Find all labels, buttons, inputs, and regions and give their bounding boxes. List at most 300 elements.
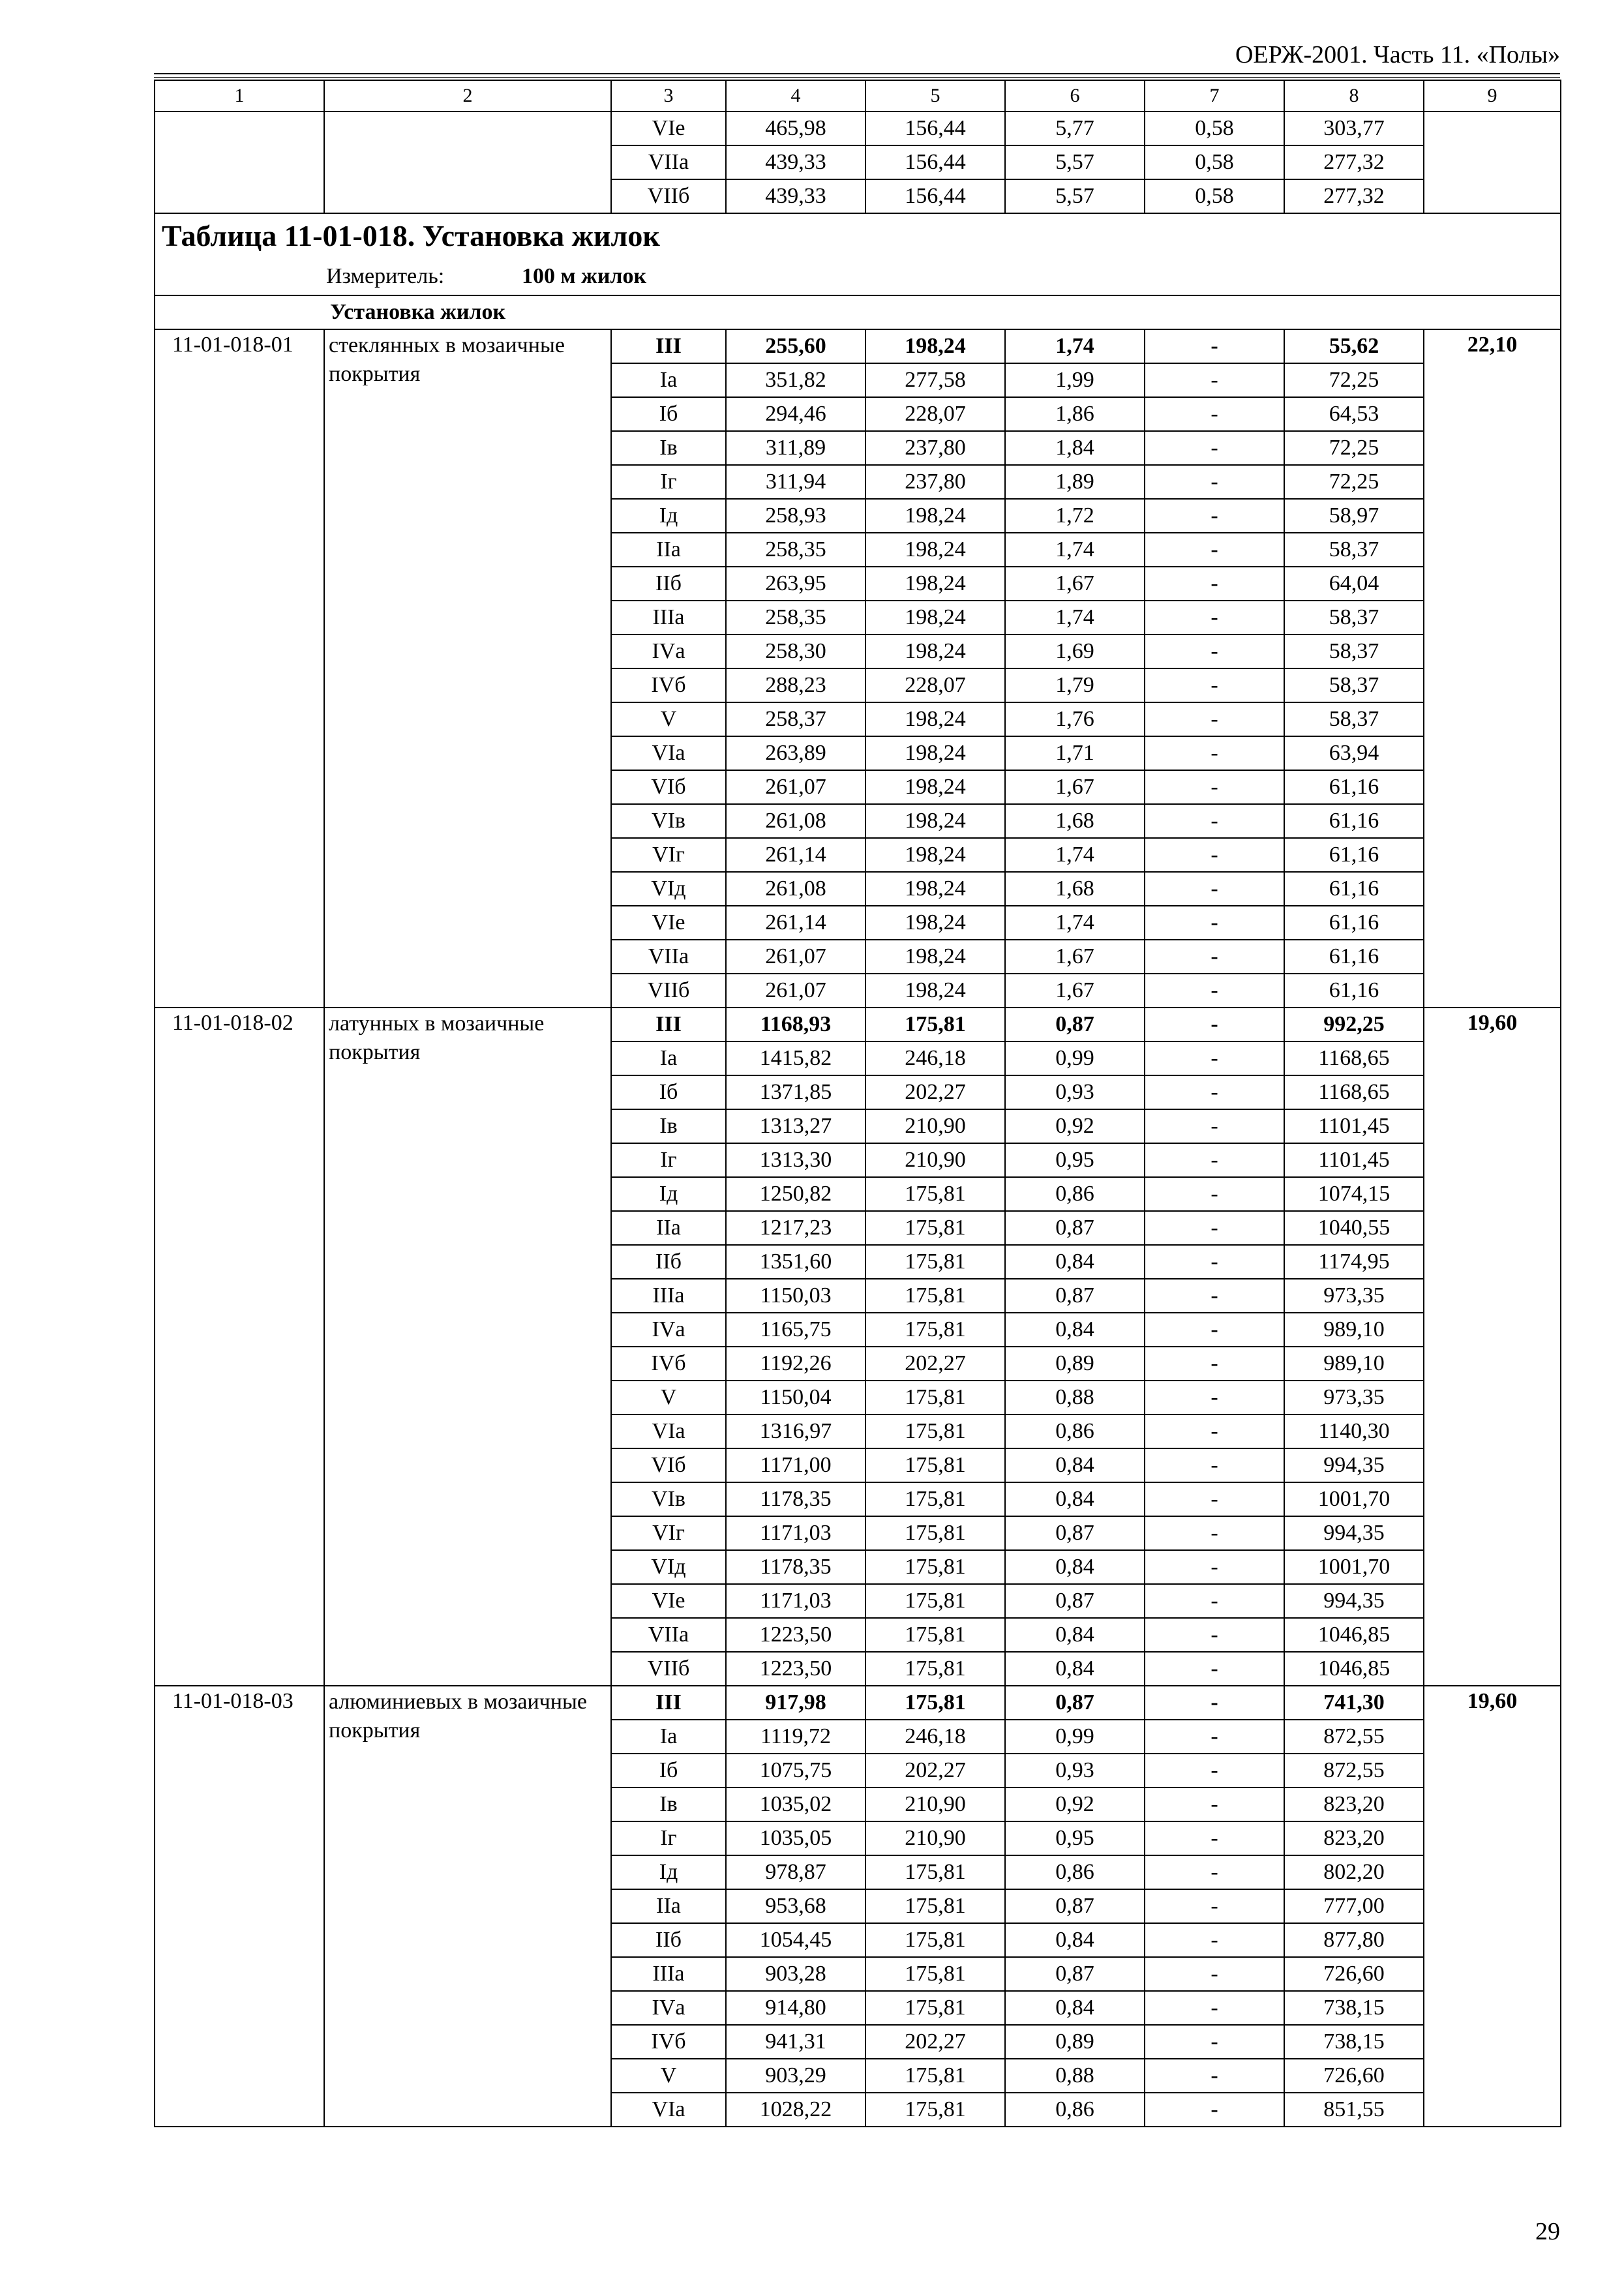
- wages-cell: 175,81: [865, 1686, 1005, 1720]
- machinist-wages-cell: -: [1145, 329, 1284, 363]
- zone-cell: Iб: [611, 397, 726, 431]
- materials-cell: 58,97: [1284, 499, 1424, 533]
- unit-label: Измеритель:: [326, 264, 445, 288]
- machines-cell: 0,92: [1005, 1788, 1145, 1821]
- zone-cell: Iг: [611, 465, 726, 499]
- materials-cell: 823,20: [1284, 1821, 1424, 1855]
- machines-cell: 0,87: [1005, 1957, 1145, 1991]
- wages-cell: 156,44: [865, 145, 1005, 179]
- machines-cell: 1,74: [1005, 533, 1145, 567]
- header-rule: [154, 73, 1560, 78]
- wages-cell: 198,24: [865, 499, 1005, 533]
- description-cell: стеклянных в мозаичные покрытия: [324, 329, 611, 1008]
- materials-cell: 802,20: [1284, 1855, 1424, 1889]
- column-number: 8: [1284, 80, 1424, 112]
- zone-cell: IVа: [611, 1313, 726, 1347]
- materials-cell: 973,35: [1284, 1279, 1424, 1313]
- materials-cell: 277,32: [1284, 179, 1424, 213]
- total-cost-cell: 288,23: [726, 668, 865, 702]
- materials-cell: 61,16: [1284, 974, 1424, 1008]
- total-cost-cell: 1316,97: [726, 1414, 865, 1448]
- total-cost-cell: 1035,02: [726, 1788, 865, 1821]
- wages-cell: 198,24: [865, 804, 1005, 838]
- total-cost-cell: 1028,22: [726, 2093, 865, 2127]
- table-row: [155, 1008, 1561, 1041]
- zone-cell: III: [611, 329, 726, 363]
- wages-cell: 246,18: [865, 1041, 1005, 1075]
- machines-cell: 0,84: [1005, 1245, 1145, 1279]
- machinist-wages-cell: -: [1145, 1618, 1284, 1652]
- total-cost-cell: 1119,72: [726, 1720, 865, 1754]
- machines-cell: 0,87: [1005, 1211, 1145, 1245]
- materials-cell: 277,32: [1284, 145, 1424, 179]
- machinist-wages-cell: 0,58: [1145, 145, 1284, 179]
- machines-cell: 0,84: [1005, 1313, 1145, 1347]
- total-cost-cell: 261,07: [726, 770, 865, 804]
- materials-cell: 738,15: [1284, 2025, 1424, 2059]
- machinist-wages-cell: -: [1145, 1245, 1284, 1279]
- machines-cell: 0,87: [1005, 1889, 1145, 1923]
- materials-cell: 741,30: [1284, 1686, 1424, 1720]
- wages-cell: 175,81: [865, 1245, 1005, 1279]
- wages-cell: 198,24: [865, 974, 1005, 1008]
- materials-cell: 994,35: [1284, 1516, 1424, 1550]
- wages-cell: 210,90: [865, 1143, 1005, 1177]
- description-cell: алюминиевых в мозаичные покрытия: [324, 1686, 611, 2127]
- wages-cell: 198,24: [865, 872, 1005, 906]
- wages-cell: 175,81: [865, 1516, 1005, 1550]
- total-cost-cell: 263,89: [726, 736, 865, 770]
- wages-cell: 198,24: [865, 567, 1005, 601]
- materials-cell: 61,16: [1284, 838, 1424, 872]
- zone-cell: VIIб: [611, 1652, 726, 1686]
- materials-cell: 63,94: [1284, 736, 1424, 770]
- machines-cell: 1,69: [1005, 635, 1145, 668]
- wages-cell: 202,27: [865, 1754, 1005, 1788]
- machinist-wages-cell: -: [1145, 1414, 1284, 1448]
- total-cost-cell: 258,30: [726, 635, 865, 668]
- zone-cell: Iв: [611, 1109, 726, 1143]
- total-cost-cell: 903,29: [726, 2059, 865, 2093]
- zone-cell: Iд: [611, 1855, 726, 1889]
- materials-cell: 1046,85: [1284, 1618, 1424, 1652]
- zone-cell: Iб: [611, 1754, 726, 1788]
- materials-cell: 55,62: [1284, 329, 1424, 363]
- zone-cell: VIIа: [611, 145, 726, 179]
- zone-cell: VIIб: [611, 179, 726, 213]
- machinist-wages-cell: -: [1145, 1211, 1284, 1245]
- col9-cell: [1424, 112, 1561, 213]
- machinist-wages-cell: -: [1145, 1279, 1284, 1313]
- machinist-wages-cell: -: [1145, 872, 1284, 906]
- machinist-wages-cell: -: [1145, 1788, 1284, 1821]
- wages-cell: 175,81: [865, 1177, 1005, 1211]
- materials-cell: 1168,65: [1284, 1075, 1424, 1109]
- code-cell: 11-01-018-01: [155, 329, 324, 1008]
- machines-cell: 0,88: [1005, 1381, 1145, 1414]
- machines-cell: 0,88: [1005, 2059, 1145, 2093]
- machines-cell: 1,86: [1005, 397, 1145, 431]
- zone-cell: VIд: [611, 1550, 726, 1584]
- total-cost-cell: 258,93: [726, 499, 865, 533]
- total-cost-cell: 258,35: [726, 601, 865, 635]
- description-cell: латунных в мозаичные покрытия: [324, 1008, 611, 1686]
- machines-cell: 0,95: [1005, 1821, 1145, 1855]
- machines-cell: 0,86: [1005, 2093, 1145, 2127]
- machinist-wages-cell: -: [1145, 465, 1284, 499]
- wages-cell: 228,07: [865, 397, 1005, 431]
- materials-cell: 58,37: [1284, 601, 1424, 635]
- total-cost-cell: 258,37: [726, 702, 865, 736]
- wages-cell: 198,24: [865, 635, 1005, 668]
- machines-cell: 5,77: [1005, 112, 1145, 145]
- zone-cell: Iб: [611, 1075, 726, 1109]
- table-row: [155, 329, 1561, 363]
- total-cost-cell: 917,98: [726, 1686, 865, 1720]
- section-title: Установка жилок: [155, 295, 1561, 329]
- materials-cell: 851,55: [1284, 2093, 1424, 2127]
- materials-cell: 1101,45: [1284, 1143, 1424, 1177]
- machines-cell: 1,71: [1005, 736, 1145, 770]
- machines-cell: 1,68: [1005, 804, 1145, 838]
- total-cost-cell: 941,31: [726, 2025, 865, 2059]
- unit-value: 100 м жилок: [522, 264, 647, 288]
- machinist-wages-cell: -: [1145, 770, 1284, 804]
- materials-cell: 738,15: [1284, 1991, 1424, 2025]
- wages-cell: 198,24: [865, 906, 1005, 940]
- machinist-wages-cell: -: [1145, 1957, 1284, 1991]
- total-cost-cell: 1217,23: [726, 1211, 865, 1245]
- machinist-wages-cell: -: [1145, 906, 1284, 940]
- zone-cell: IIа: [611, 1889, 726, 1923]
- materials-cell: 61,16: [1284, 940, 1424, 974]
- materials-cell: 58,37: [1284, 533, 1424, 567]
- zone-cell: VIг: [611, 838, 726, 872]
- machines-cell: 1,67: [1005, 940, 1145, 974]
- total-cost-cell: 1150,04: [726, 1381, 865, 1414]
- zone-cell: Iг: [611, 1821, 726, 1855]
- wages-cell: 198,24: [865, 940, 1005, 974]
- machinist-wages-cell: -: [1145, 1889, 1284, 1923]
- materials-cell: 1040,55: [1284, 1211, 1424, 1245]
- machinist-wages-cell: -: [1145, 974, 1284, 1008]
- wages-cell: 175,81: [865, 1482, 1005, 1516]
- materials-cell: 872,55: [1284, 1720, 1424, 1754]
- zone-cell: VIв: [611, 804, 726, 838]
- machinist-wages-cell: -: [1145, 1686, 1284, 1720]
- wages-cell: 198,24: [865, 838, 1005, 872]
- materials-cell: 777,00: [1284, 1889, 1424, 1923]
- wages-cell: 175,81: [865, 1652, 1005, 1686]
- materials-cell: 989,10: [1284, 1347, 1424, 1381]
- machinist-wages-cell: -: [1145, 1008, 1284, 1041]
- machines-cell: 0,99: [1005, 1041, 1145, 1075]
- materials-cell: 72,25: [1284, 465, 1424, 499]
- total-cost-cell: 1171,03: [726, 1516, 865, 1550]
- materials-cell: 1174,95: [1284, 1245, 1424, 1279]
- machinist-wages-cell: -: [1145, 1516, 1284, 1550]
- zone-cell: Iв: [611, 1788, 726, 1821]
- zone-cell: IIIа: [611, 1957, 726, 1991]
- wages-cell: 175,81: [865, 2059, 1005, 2093]
- wages-cell: 237,80: [865, 431, 1005, 465]
- total-cost-cell: 1250,82: [726, 1177, 865, 1211]
- machines-cell: 1,72: [1005, 499, 1145, 533]
- total-cost-cell: 1313,27: [726, 1109, 865, 1143]
- materials-cell: 58,37: [1284, 702, 1424, 736]
- machines-cell: 0,87: [1005, 1008, 1145, 1041]
- materials-cell: 994,35: [1284, 1584, 1424, 1618]
- machines-cell: 5,57: [1005, 179, 1145, 213]
- materials-cell: 1046,85: [1284, 1652, 1424, 1686]
- materials-cell: 877,80: [1284, 1923, 1424, 1957]
- total-cost-cell: 1223,50: [726, 1652, 865, 1686]
- machines-cell: 0,84: [1005, 1482, 1145, 1516]
- wages-cell: 175,81: [865, 1008, 1005, 1041]
- machinist-wages-cell: -: [1145, 702, 1284, 736]
- materials-cell: 1101,45: [1284, 1109, 1424, 1143]
- col9-cell: 22,10: [1424, 329, 1561, 1008]
- wages-cell: 210,90: [865, 1821, 1005, 1855]
- materials-cell: 992,25: [1284, 1008, 1424, 1041]
- machines-cell: 1,67: [1005, 974, 1145, 1008]
- materials-cell: 64,53: [1284, 397, 1424, 431]
- machines-cell: 0,89: [1005, 2025, 1145, 2059]
- machines-cell: 1,68: [1005, 872, 1145, 906]
- unit-row: [155, 258, 1561, 295]
- col9-cell: 19,60: [1424, 1686, 1561, 2127]
- machinist-wages-cell: -: [1145, 1109, 1284, 1143]
- zone-cell: IIб: [611, 1923, 726, 1957]
- total-cost-cell: 1415,82: [726, 1041, 865, 1075]
- description-cell: [324, 112, 611, 213]
- materials-cell: 1074,15: [1284, 1177, 1424, 1211]
- total-cost-cell: 311,89: [726, 431, 865, 465]
- wages-cell: 175,81: [865, 1584, 1005, 1618]
- zone-cell: VIIа: [611, 1618, 726, 1652]
- machines-cell: 0,84: [1005, 1652, 1145, 1686]
- materials-cell: 726,60: [1284, 1957, 1424, 1991]
- machinist-wages-cell: -: [1145, 838, 1284, 872]
- zone-cell: Iд: [611, 1177, 726, 1211]
- machines-cell: 0,87: [1005, 1279, 1145, 1313]
- materials-cell: 973,35: [1284, 1381, 1424, 1414]
- materials-cell: 58,37: [1284, 635, 1424, 668]
- total-cost-cell: 903,28: [726, 1957, 865, 1991]
- total-cost-cell: 439,33: [726, 145, 865, 179]
- table-row: [155, 1686, 1561, 1720]
- zone-cell: IIа: [611, 1211, 726, 1245]
- zone-cell: Iа: [611, 363, 726, 397]
- zone-cell: VIе: [611, 1584, 726, 1618]
- wages-cell: 175,81: [865, 1889, 1005, 1923]
- total-cost-cell: 439,33: [726, 179, 865, 213]
- machinist-wages-cell: -: [1145, 431, 1284, 465]
- total-cost-cell: 263,95: [726, 567, 865, 601]
- column-number: 4: [726, 80, 865, 112]
- total-cost-cell: 914,80: [726, 1991, 865, 2025]
- machines-cell: 0,86: [1005, 1414, 1145, 1448]
- machinist-wages-cell: -: [1145, 1720, 1284, 1754]
- wages-cell: 210,90: [865, 1788, 1005, 1821]
- machines-cell: 0,95: [1005, 1143, 1145, 1177]
- column-number: 7: [1145, 80, 1284, 112]
- machinist-wages-cell: -: [1145, 567, 1284, 601]
- zone-cell: VIIб: [611, 974, 726, 1008]
- wages-cell: 175,81: [865, 2093, 1005, 2127]
- machinist-wages-cell: -: [1145, 1143, 1284, 1177]
- machines-cell: 0,87: [1005, 1686, 1145, 1720]
- machines-cell: 0,92: [1005, 1109, 1145, 1143]
- machines-cell: 0,87: [1005, 1516, 1145, 1550]
- materials-cell: 1140,30: [1284, 1414, 1424, 1448]
- total-cost-cell: 261,08: [726, 804, 865, 838]
- materials-cell: 58,37: [1284, 668, 1424, 702]
- wages-cell: 202,27: [865, 1075, 1005, 1109]
- total-cost-cell: 261,14: [726, 906, 865, 940]
- col9-cell: 19,60: [1424, 1008, 1561, 1686]
- materials-cell: 64,04: [1284, 567, 1424, 601]
- machinist-wages-cell: 0,58: [1145, 112, 1284, 145]
- total-cost-cell: 261,14: [726, 838, 865, 872]
- document-header: ОЕРЖ-2001. Часть 11. «Полы»: [1235, 41, 1560, 68]
- total-cost-cell: 1165,75: [726, 1313, 865, 1347]
- materials-cell: 1168,65: [1284, 1041, 1424, 1075]
- materials-cell: 823,20: [1284, 1788, 1424, 1821]
- wages-cell: 175,81: [865, 1313, 1005, 1347]
- machinist-wages-cell: -: [1145, 1855, 1284, 1889]
- machinist-wages-cell: -: [1145, 1550, 1284, 1584]
- zone-cell: VIа: [611, 2093, 726, 2127]
- materials-cell: 72,25: [1284, 363, 1424, 397]
- materials-cell: 303,77: [1284, 112, 1424, 145]
- zone-cell: VIв: [611, 1482, 726, 1516]
- materials-cell: 994,35: [1284, 1448, 1424, 1482]
- wages-cell: 175,81: [865, 1550, 1005, 1584]
- machinist-wages-cell: -: [1145, 1075, 1284, 1109]
- wages-cell: 237,80: [865, 465, 1005, 499]
- materials-cell: 61,16: [1284, 804, 1424, 838]
- machines-cell: 0,86: [1005, 1177, 1145, 1211]
- zone-cell: VIе: [611, 112, 726, 145]
- machinist-wages-cell: -: [1145, 635, 1284, 668]
- wages-cell: 198,24: [865, 601, 1005, 635]
- machinist-wages-cell: -: [1145, 1482, 1284, 1516]
- column-number-row: [155, 80, 1561, 112]
- machinist-wages-cell: -: [1145, 1177, 1284, 1211]
- wages-cell: 175,81: [865, 1855, 1005, 1889]
- total-cost-cell: 1223,50: [726, 1618, 865, 1652]
- zone-cell: IVб: [611, 2025, 726, 2059]
- wages-cell: 198,24: [865, 329, 1005, 363]
- wages-cell: 175,81: [865, 1618, 1005, 1652]
- total-cost-cell: 978,87: [726, 1855, 865, 1889]
- page-number: 29: [1535, 2218, 1560, 2245]
- machinist-wages-cell: -: [1145, 940, 1284, 974]
- materials-cell: 726,60: [1284, 2059, 1424, 2093]
- machinist-wages-cell: -: [1145, 1923, 1284, 1957]
- wages-cell: 175,81: [865, 1923, 1005, 1957]
- unit-cell: [155, 258, 1561, 295]
- zone-cell: IIIа: [611, 1279, 726, 1313]
- code-cell: [155, 112, 324, 213]
- column-number: 2: [324, 80, 611, 112]
- wages-cell: 202,27: [865, 2025, 1005, 2059]
- total-cost-cell: 294,46: [726, 397, 865, 431]
- machines-cell: 0,93: [1005, 1075, 1145, 1109]
- machines-cell: 0,87: [1005, 1584, 1145, 1618]
- zone-cell: VIг: [611, 1516, 726, 1550]
- table-row: [155, 112, 1561, 145]
- total-cost-cell: 1150,03: [726, 1279, 865, 1313]
- machines-cell: 1,84: [1005, 431, 1145, 465]
- column-number: 9: [1424, 80, 1561, 112]
- machines-cell: 5,57: [1005, 145, 1145, 179]
- zone-cell: V: [611, 702, 726, 736]
- zone-cell: VIа: [611, 1414, 726, 1448]
- zone-cell: IIа: [611, 533, 726, 567]
- table-title-row: [155, 213, 1561, 258]
- total-cost-cell: 1054,45: [726, 1923, 865, 1957]
- wages-cell: 175,81: [865, 1414, 1005, 1448]
- zone-cell: V: [611, 2059, 726, 2093]
- wages-cell: 156,44: [865, 112, 1005, 145]
- machinist-wages-cell: -: [1145, 2059, 1284, 2093]
- wages-cell: 202,27: [865, 1347, 1005, 1381]
- machinist-wages-cell: -: [1145, 1448, 1284, 1482]
- machinist-wages-cell: -: [1145, 1821, 1284, 1855]
- total-cost-cell: 311,94: [726, 465, 865, 499]
- rates-table: [154, 80, 1561, 2127]
- machinist-wages-cell: -: [1145, 736, 1284, 770]
- machines-cell: 1,67: [1005, 567, 1145, 601]
- column-number: 1: [155, 80, 324, 112]
- total-cost-cell: 255,60: [726, 329, 865, 363]
- machinist-wages-cell: -: [1145, 1347, 1284, 1381]
- machinist-wages-cell: -: [1145, 601, 1284, 635]
- machines-cell: 1,76: [1005, 702, 1145, 736]
- machines-cell: 1,67: [1005, 770, 1145, 804]
- wages-cell: 277,58: [865, 363, 1005, 397]
- machines-cell: 0,84: [1005, 1923, 1145, 1957]
- section-row: [155, 295, 1561, 329]
- wages-cell: 198,24: [865, 770, 1005, 804]
- machines-cell: 0,86: [1005, 1855, 1145, 1889]
- materials-cell: 989,10: [1284, 1313, 1424, 1347]
- table-body: [155, 80, 1561, 2127]
- total-cost-cell: 261,08: [726, 872, 865, 906]
- code-cell: 11-01-018-02: [155, 1008, 324, 1686]
- machines-cell: 0,89: [1005, 1347, 1145, 1381]
- materials-cell: 872,55: [1284, 1754, 1424, 1788]
- materials-cell: 1001,70: [1284, 1550, 1424, 1584]
- machines-cell: 0,93: [1005, 1754, 1145, 1788]
- machinist-wages-cell: -: [1145, 2025, 1284, 2059]
- machinist-wages-cell: 0,58: [1145, 179, 1284, 213]
- zone-cell: VIе: [611, 906, 726, 940]
- total-cost-cell: 1371,85: [726, 1075, 865, 1109]
- machinist-wages-cell: -: [1145, 1652, 1284, 1686]
- zone-cell: VIIа: [611, 940, 726, 974]
- zone-cell: VIа: [611, 736, 726, 770]
- machines-cell: 1,99: [1005, 363, 1145, 397]
- wages-cell: 198,24: [865, 736, 1005, 770]
- materials-cell: 61,16: [1284, 770, 1424, 804]
- materials-cell: 72,25: [1284, 431, 1424, 465]
- zone-cell: IVб: [611, 668, 726, 702]
- total-cost-cell: 1192,26: [726, 1347, 865, 1381]
- machines-cell: 0,84: [1005, 1550, 1145, 1584]
